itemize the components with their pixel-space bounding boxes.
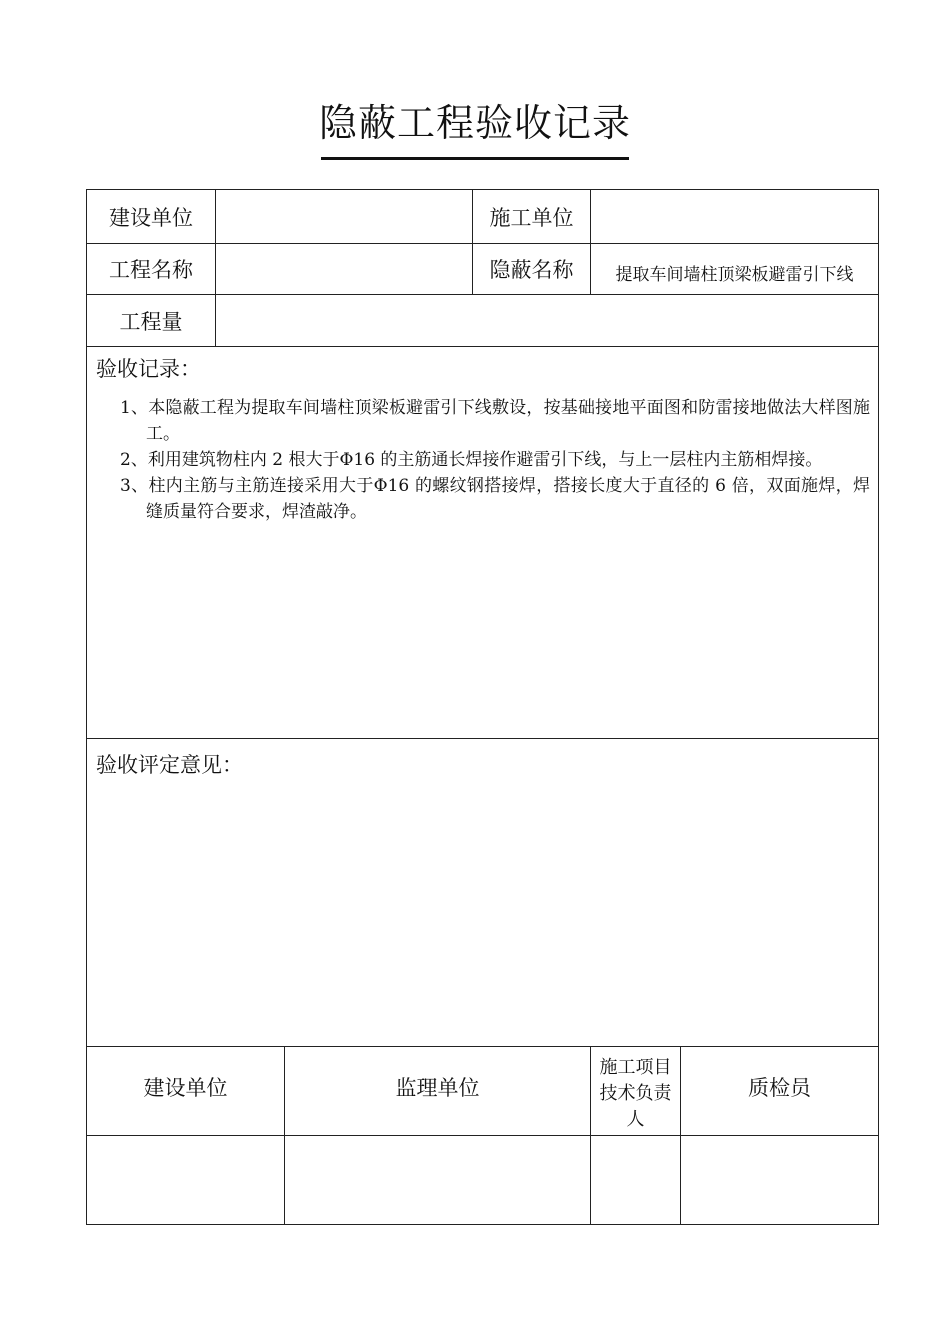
record-item: 3、柱内主筋与主筋连接采用大于Φ16 的螺纹钢搭接焊，搭接长度大于直径的 6 倍，双面施焊，焊缝质量符合要求，焊渣敲净。 (120, 476, 870, 522)
title-underline (321, 157, 629, 160)
quantity-label: 工程量 (87, 295, 216, 347)
signature-label-technical-lead: 施工项目技术负责人 (591, 1047, 681, 1136)
signature-field-quality-inspector[interactable] (681, 1136, 879, 1225)
record-item: 1、本隐蔽工程为提取车间墙柱顶梁板避雷引下线敷设，按基础接地平面图和防雷接地做法大样图施工。 (120, 398, 870, 444)
quantity-field[interactable] (216, 295, 879, 347)
construction-unit-label: 建设单位 (87, 190, 216, 244)
row-quantity (87, 295, 879, 347)
inspection-record-cell[interactable] (87, 347, 879, 739)
evaluation-cell[interactable] (87, 739, 879, 1047)
row-evaluation (87, 739, 879, 1047)
document-title: 隐蔽工程验收记录 (318, 101, 631, 145)
row-signature-fields (87, 1136, 879, 1225)
signature-field-construction-unit[interactable] (87, 1136, 285, 1225)
construction-unit-field[interactable] (216, 190, 473, 244)
signature-label-construction-unit: 建设单位 (87, 1047, 285, 1136)
row-units (87, 190, 879, 244)
project-name-field[interactable] (216, 244, 473, 295)
row-names (87, 244, 879, 295)
signature-label-supervision-unit: 监理单位 (285, 1047, 591, 1136)
row-signature-labels (87, 1047, 879, 1136)
signature-field-supervision-unit[interactable] (285, 1136, 591, 1225)
inspection-form-table (86, 189, 879, 1225)
inspection-record-heading: 验收记录： (96, 357, 201, 381)
contractor-unit-label: 施工单位 (473, 190, 591, 244)
contractor-unit-field[interactable] (591, 190, 879, 244)
concealed-name-label: 隐蔽名称 (473, 244, 591, 295)
inspection-record-list (96, 395, 870, 525)
project-name-label: 工程名称 (87, 244, 216, 295)
record-item: 2、利用建筑物柱内 2 根大于Φ16 的主筋通长焊接作避雷引下线，与上一层柱内主筋相焊接。 (120, 450, 823, 470)
signature-label-quality-inspector: 质检员 (681, 1047, 879, 1136)
signature-field-technical-lead[interactable] (591, 1136, 681, 1225)
evaluation-heading: 验收评定意见： (96, 753, 243, 777)
row-inspection-record (87, 347, 879, 739)
concealed-name-field[interactable]: 提取车间墙柱顶梁板避雷引下线 (591, 244, 879, 295)
